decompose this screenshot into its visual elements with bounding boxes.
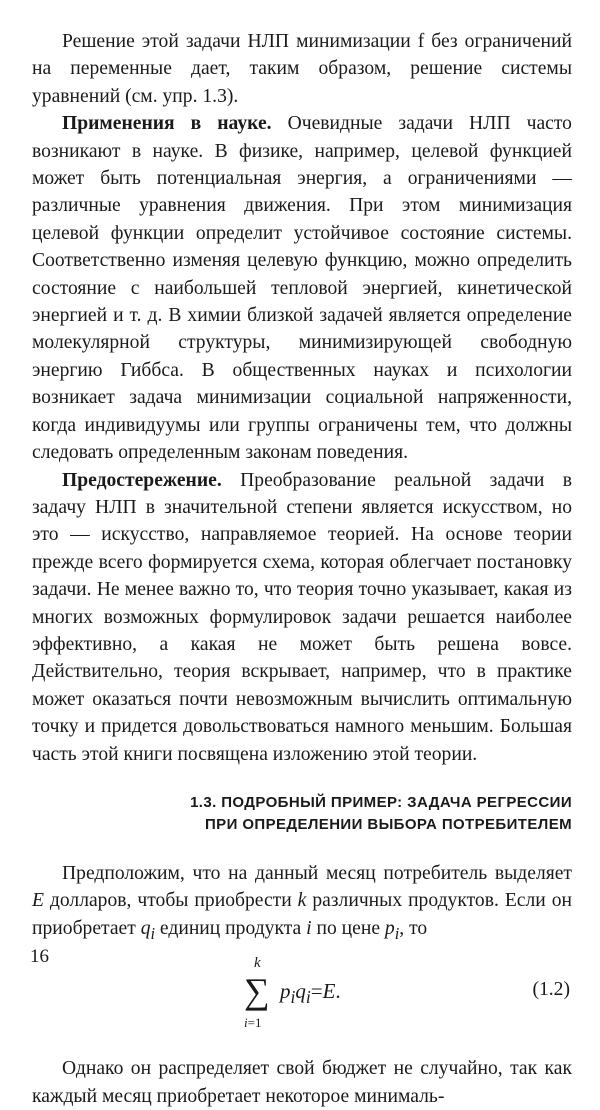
variable-p: p (384, 917, 395, 939)
period: . (335, 979, 341, 1004)
sub-i: i (305, 987, 311, 1008)
paragraph-caution (32, 467, 572, 768)
section-heading-line-1: 1.3. ПОДРОБНЫЙ ПРИМЕР: ЗАДАЧА РЕГРЕССИИ (190, 793, 572, 811)
paragraph-science-applications (32, 110, 572, 466)
paragraph-nlp-solution: Решение этой задачи НЛП минимизации f без ограничений на переменные дает, таким образом, решение системы уравнений (см. упр. 1.3). (32, 31, 572, 107)
paragraph-science-text: Очевидные задачи НЛП часто возникают в науке. В физике, например, целевой функцией может быть потенциальная энергия, а ограничениями — различные уравнения движения. При этом минимизация целевой функции определит устойчивое состояние системы. Соответственно изменяя целевую функцию, можно определить состояние с наибольшей тепловой энергией, кинетической энергией и т. д. В химии близкой задачей является определение молекулярной структуры, минимизирующей свободную энергию Гиббса. В общественных науках и психологии возникает задача минимизации социальной напряженности, когда индивидуумы или группы ограничены тем, что должны следовать определенным законам поведения. (32, 113, 572, 464)
text-run: по цене (311, 917, 385, 939)
equation-number: (1.2) (532, 979, 570, 1001)
sum-lower-limit (244, 1015, 261, 1031)
page-number: 16 (30, 946, 49, 967)
paragraph-caution-text: Преобразование реальной задачи в задачу НЛП в значительной степени является искусством, но это — искусство, направляемое теорией. На основе теории прежде всего формируется схема, которая облегчает постановку задачи. Не менее важно то, что теория точно указывает, какая из многих возможных формулировок задачи решается наиболее эффективно, а какая не может быть решена вовсе. Действительно, теория вскрывает, например, что в практике может оказаться почти невозможным вычислить оптимальную точку и придется довольствоваться намного меньшим. Большая часть этой книги посвящена изложению этой теории. (32, 469, 572, 765)
lead-term-caution: Предостережение. (62, 469, 222, 491)
text-run: , то (399, 917, 428, 939)
subscript-i: i (394, 923, 400, 943)
subscript-i: i (150, 923, 156, 943)
text-run: единиц продукта (155, 917, 307, 939)
summand-expression (280, 979, 341, 1008)
variable-i: i (306, 917, 312, 939)
sum-index-start: =1 (247, 1015, 262, 1031)
text-run: различных продуктов. Если он приобретает (32, 890, 572, 939)
variable-k: k (297, 890, 307, 912)
sigma-symbol: ∑ (244, 971, 270, 1012)
equation-1-2 (32, 955, 572, 1045)
variable-q: q (140, 917, 151, 939)
paragraph-consumer-budget (32, 860, 572, 947)
variable-e: E (32, 890, 44, 912)
sub-i: i (290, 987, 296, 1008)
var-p: p (280, 979, 291, 1004)
var-q: q (295, 979, 306, 1004)
sum-index-var: i (244, 1015, 248, 1031)
var-e: E (322, 979, 336, 1004)
page-content (32, 28, 572, 1110)
equals-sign: = (310, 979, 323, 1004)
section-heading (32, 792, 572, 836)
paragraph-budget-distribution: Однако он распределяет свой бюджет не случайно, так как каждый месяц приобретает некоторое минималь- (32, 1058, 572, 1107)
sum-upper-limit: k (254, 955, 261, 972)
section-heading-line-2: ПРИ ОПРЕДЕЛЕНИИ ВЫБОРА ПОТРЕБИТЕЛЕМ (204, 815, 572, 833)
lead-term-science: Применения в науке. (62, 113, 272, 135)
summation-formula (244, 955, 394, 1045)
text-run: Предположим, что на данный месяц потребитель выделяет (62, 862, 572, 884)
text-run: долларов, чтобы приобрести (43, 890, 298, 912)
